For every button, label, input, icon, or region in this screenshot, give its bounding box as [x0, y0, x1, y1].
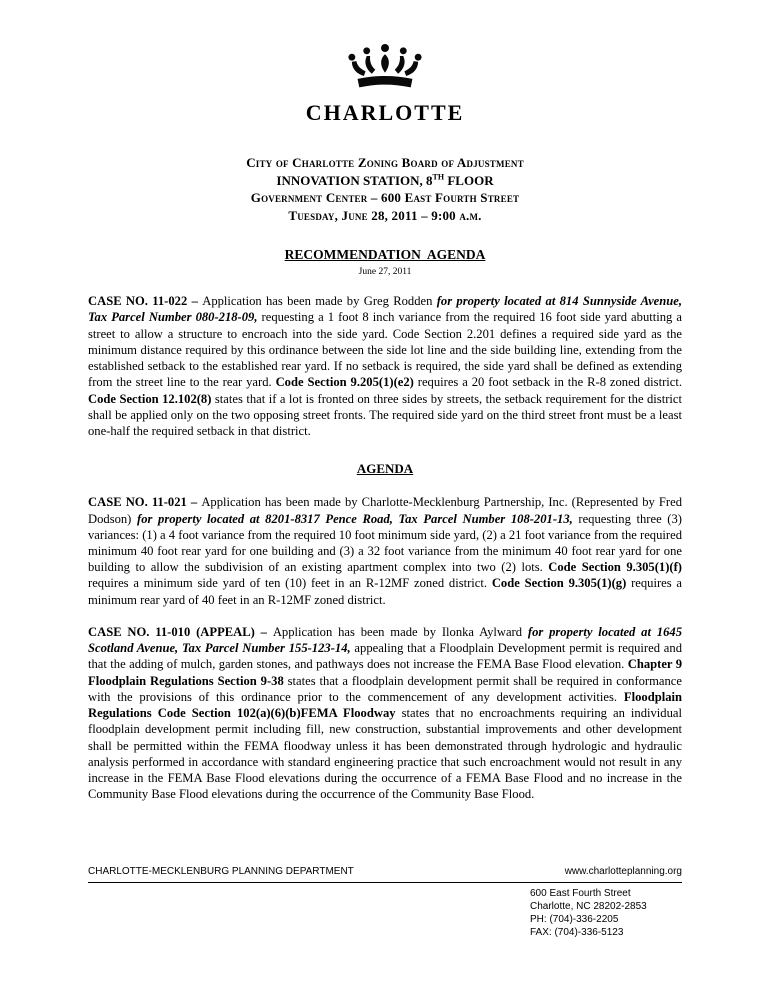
footer-website: www.charlotteplanning.org	[564, 866, 682, 877]
address-line-street: 600 East Fourth Street	[530, 888, 631, 899]
location-superscript: TH	[432, 172, 445, 182]
charlotte-crown-icon	[345, 42, 425, 99]
header-location-line	[88, 172, 682, 190]
footer-department: CHARLOTTE-MECKLENBURG PLANNING DEPARTMENT	[88, 866, 354, 877]
address-line-city: Charlotte, NC 28202-2853	[530, 901, 647, 912]
agenda-heading-text: AGENDA	[356, 461, 414, 477]
location-text-post: FLOOR	[444, 172, 494, 188]
footer-address-block	[530, 887, 682, 939]
case-paragraph-11-022: CASE NO. 11-022 – Application has been made by Greg Rodden for property located at 814 Sunnyside Avenue, Tax Parcel Number 080-218-09, requesting a 1 foot 8 inch variance from the required 16 foot side yard abutting a street to allow a structure to encroach into the side yard. Code Section 2.201 defines a required side yard as the minimum distance required by this ordinance between the side lot line and the side building line, extending from the established setback to the established rear yard. If no setback is required, the side yard shall be defined as extending from the street line to the rear yard. Code Section 9.205(1)(e2) requires a 20 foot setback in the R-8 zoned district. Code Section 12.102(8) states that if a lot is fronted on three sides by streets, the setback requirement for the district shall be applied only on the two opposing street fronts. The required side yard on the third street front must be a least one-half the required setback in that district.	[88, 294, 683, 439]
logo-wordmark: CHARLOTTE	[305, 100, 465, 125]
header-org-line: City of Charlotte Zoning Board of Adjustment	[246, 155, 524, 170]
header-datetime-line: Tuesday, June 28, 2011 – 9:00 a.m.	[288, 207, 482, 223]
address-line-fax: FAX: (704)-336-5123	[530, 927, 624, 938]
page-footer	[88, 866, 682, 939]
agenda-section-heading	[88, 460, 682, 478]
charlotte-logo	[88, 42, 682, 126]
case-paragraph-11-010-appeal: CASE NO. 11-010 (APPEAL) – Application has been made by Ilonka Aylward for property located at 1645 Scotland Avenue, Tax Parcel Number 155-123-14, appealing that a Floodplain Development permit is required and that the adding of mulch, garden stones, and pathways does not increase the FEMA Base Flood elevation. Chapter 9 Floodplain Regulations Section 9-38 states that a floodplain development permit shall be required in conformance with the provisions of this ordinance prior to the commencement of any development activities. Floodplain Regulations Code Section 102(a)(6)(b)FEMA Floodway states that no encroachments requiring an individual floodplain development permit including fill, new construction, substantial improvements and other development shall be permitted within the FEMA floodway unless it has been demonstrated through hydrologic and hydraulic analysis performed in accordance with standard engineering practice that such encroachment would not result in any increase in the FEMA Base Flood elevations during the occurrence of a FEMA Base Flood and no increase in the Community Base Flood elevations during the occurrence of the Community Base Flood.	[88, 624, 682, 802]
address-line-phone: PH: (704)-336-2205	[530, 914, 619, 925]
header-venue-line: Government Center – 600 East Fourth Street	[250, 190, 520, 206]
case-paragraph-11-021: CASE NO. 11-021 – Application has been made by Charlotte-Mecklenburg Partnership, Inc. (Represented by Fred Dodson) for property located at 8201-8317 Pence Road, Tax Parcel Number 108-201-13, requesting three (3) variances: (1) a 4 foot variance from the required 10 foot minimum side yard, (2) a 21 foot variance from the required minimum 40 foot rear yard for one building and (3) a 32 foot variance from the minimum 40 foot rear yard for one building to allow the subdivision of an existing apartment complex into two (2) lots. Code Section 9.305(1)(f) requires a minimum side yard of ten (10) feet in an R-12MF zoned district. Code Section 9.305(1)(g) requires a minimum rear yard of 40 feet in an R-12MF zoned district.	[88, 495, 683, 607]
footer-row	[88, 866, 682, 883]
location-text: INNOVATION STATION, 8	[276, 172, 433, 188]
document-header	[88, 154, 682, 224]
title-block	[88, 246, 682, 277]
document-date: June 27, 2011	[358, 267, 412, 278]
document-title: RECOMMENDATION AGENDA	[284, 247, 486, 263]
